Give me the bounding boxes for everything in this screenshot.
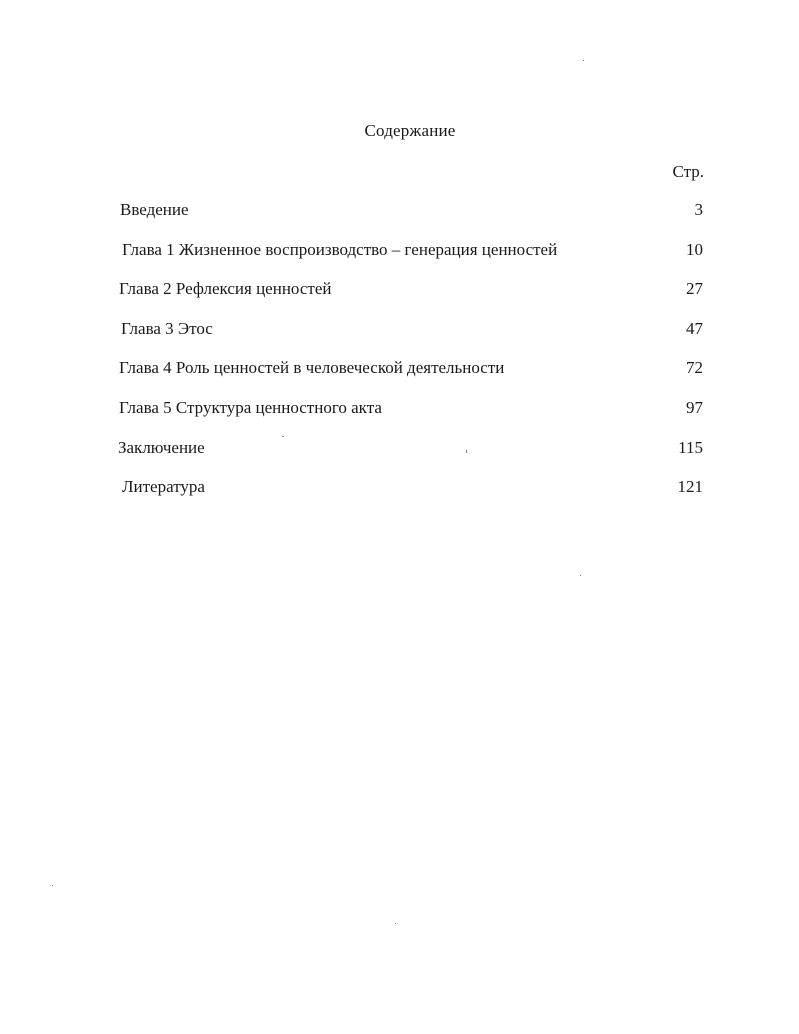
scan-speck [583,60,584,61]
toc-entry-chapter-4 [0,358,799,398]
toc-entry-page: 121 [677,477,703,497]
toc-entry-page: 10 [686,239,703,259]
toc-entry-chapter-5 [0,398,799,438]
scan-speck [466,450,467,453]
toc-entry-page: 97 [686,397,703,417]
toc-entry-label: Глава 3 Этос [121,318,213,338]
toc-entry-bibliography [0,477,799,517]
toc-entry-conclusion [0,438,799,478]
toc-entry-page: 115 [678,437,703,457]
toc-entry-chapter-3 [0,319,799,359]
toc-entry-chapter-1 [0,240,799,280]
toc-list [0,200,799,517]
toc-entry-label: Литература [122,477,205,497]
scan-speck [52,885,53,886]
toc-entry-label: Глава 4 Роль ценностей в человеческой деятельности [119,358,505,378]
toc-entry-chapter-2 [0,279,799,319]
toc-entry-label: Заключение [118,437,205,457]
toc-entry-label: Глава 1 Жизненное воспроизводство – генерация ценностей [122,239,558,259]
scan-speck [282,436,284,437]
toc-entry-page: 3 [694,200,703,219]
toc-entry-page: 27 [686,279,703,299]
toc-entry-page: 47 [686,318,703,338]
toc-entry-label: Введение [120,200,189,219]
toc-entry-label: Глава 2 Рефлексия ценностей [119,279,332,299]
toc-entry-introduction [0,200,799,240]
toc-entry-page: 72 [686,358,703,378]
scan-speck [580,575,581,576]
scan-speck [395,923,396,924]
page-title: Содержание [364,121,456,140]
toc-entry-label: Глава 5 Структура ценностного акта [119,397,382,417]
page-column-header: Стр. [672,162,704,181]
